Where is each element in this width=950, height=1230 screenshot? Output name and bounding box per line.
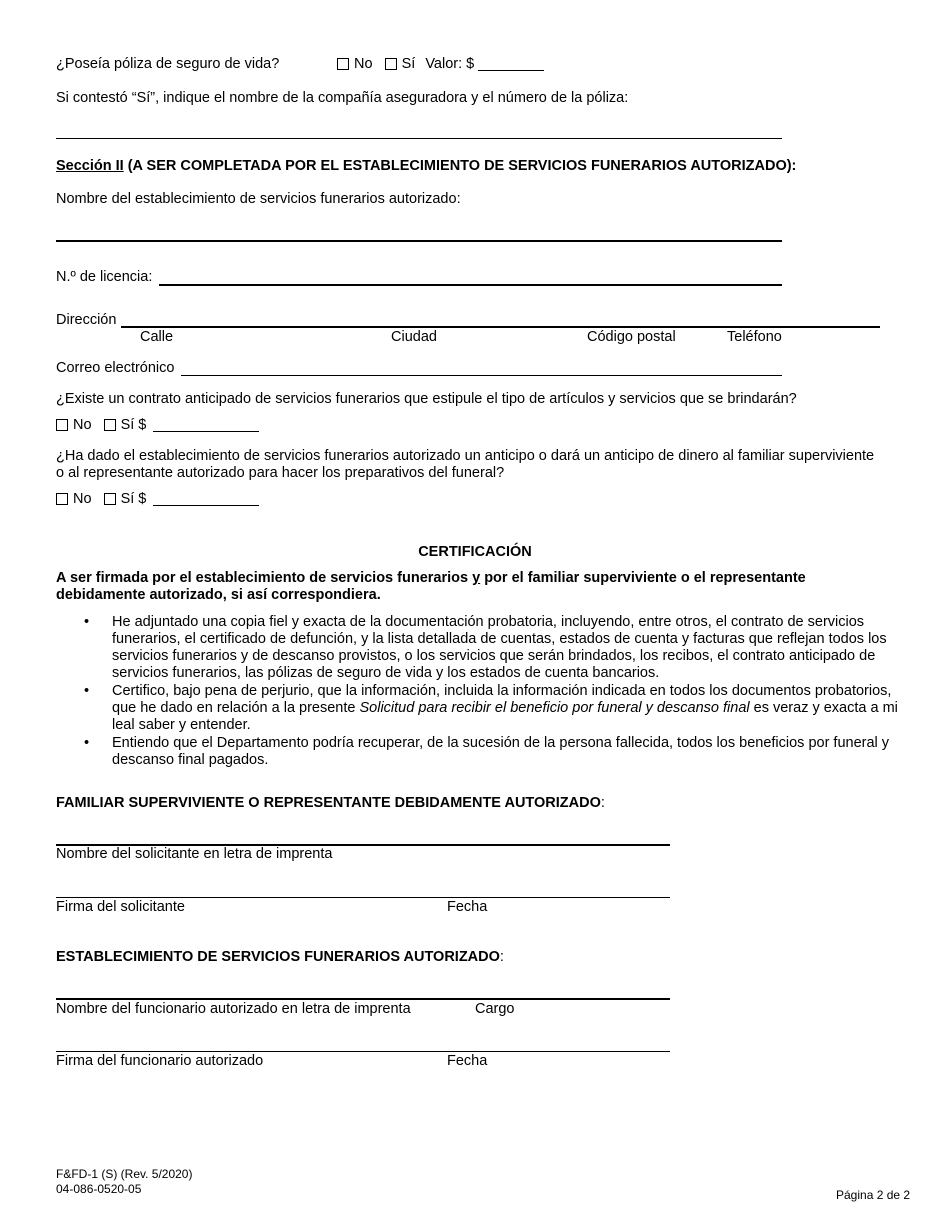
certification-bullet-2-text-a: Certifico, bajo pena de perjurio, que la información, incluida la información indicada en todos los documentos probatorios, que he dado en relación a la presente [112, 683, 892, 716]
applicant-signature-field[interactable] [56, 897, 670, 898]
license-label: N.º de licencia: [56, 269, 153, 285]
advance-options [56, 491, 259, 508]
official-signature-field[interactable] [56, 1051, 670, 1052]
preneed-no-checkbox[interactable] [56, 419, 68, 431]
life-insurance-value-field[interactable] [478, 56, 544, 71]
advance-no-label: No [73, 491, 92, 507]
life-insurance-yes-checkbox[interactable] [385, 58, 397, 70]
preneed-contract-options [56, 417, 259, 434]
survivor-heading [56, 795, 605, 812]
certification-intro-line2: debidamente autorizado, si así correspondiera. [56, 587, 381, 603]
life-insurance-yes-label: Sí [401, 56, 416, 72]
certification-bullet-2 [56, 683, 898, 734]
preneed-yes-checkbox[interactable] [104, 419, 116, 431]
official-printed-name-field[interactable] [56, 998, 670, 1000]
footer-form-code: 04-086-0520-05 [56, 1182, 142, 1196]
address-field[interactable] [121, 326, 880, 328]
footer-page-number: Página 2 de 2 [836, 1188, 911, 1202]
advance-no-checkbox[interactable] [56, 493, 68, 505]
section2-title-text: (A SER COMPLETADA POR EL ESTABLECIMIENTO DE SERVICIOS FUNERARIOS AUTORIZADO): [123, 158, 797, 174]
preneed-yes-label: Sí $ [120, 417, 147, 433]
preneed-amount-field[interactable] [153, 417, 259, 432]
advance-question-line1: ¿Ha dado el establecimiento de servicios funerarios autorizado un anticipo o dará un anticipo de dinero al familiar superviviente [56, 448, 875, 464]
insurance-followup-text: Si contestó “Sí”, indique el nombre de la compañía aseguradora y el número de la póliza: [56, 90, 629, 106]
funeral-home-heading-colon: : [499, 949, 504, 965]
advance-yes-label: Sí $ [120, 491, 147, 507]
section2-title [56, 158, 796, 175]
funeral-home-heading-text: ESTABLECIMIENTO DE SERVICIOS FUNERARIOS AUTORIZADO [56, 949, 500, 965]
survivor-heading-colon: : [600, 795, 605, 811]
preneed-contract-question: ¿Existe un contrato anticipado de servicios funerarios que estipule el tipo de artículos y servicios que se brindarán? [56, 391, 797, 407]
official-title-label: Cargo [475, 1001, 515, 1017]
address-label: Dirección [56, 312, 117, 328]
certification-bullet-1 [56, 614, 898, 682]
advance-yes-checkbox[interactable] [104, 493, 116, 505]
certification-bullet-2-form-title: Solicitud para recibir el beneficio por funeral y descanso final [359, 700, 750, 716]
applicant-printed-name-label: Nombre del solicitante en letra de imprenta [56, 846, 333, 862]
funeral-home-heading [56, 949, 504, 966]
certification-heading: CERTIFICACIÓN [418, 544, 532, 560]
certification-intro-part1: A ser firmada por el establecimiento de servicios funerarios [56, 570, 473, 586]
official-date-label: Fecha [447, 1053, 488, 1069]
preneed-no-label: No [73, 417, 92, 433]
license-number-field[interactable] [159, 284, 782, 286]
official-printed-name-label: Nombre del funcionario autorizado en letra de imprenta [56, 1001, 411, 1017]
life-insurance-no-checkbox[interactable] [337, 58, 349, 70]
life-insurance-options [337, 56, 544, 73]
address-zip-label: Código postal [587, 329, 676, 345]
email-field[interactable] [181, 375, 782, 376]
survivor-heading-text: FAMILIAR SUPERVIVIENTE O REPRESENTANTE DEBIDAMENTE AUTORIZADO [56, 795, 601, 811]
advance-amount-field[interactable] [153, 491, 259, 506]
certification-bullet-list [56, 614, 898, 770]
certification-intro-part2: por el familiar superviviente o el representante [480, 570, 806, 586]
life-insurance-no-label: No [354, 56, 373, 72]
advance-question-line2: o al representante autorizado para hacer los preparativos del funeral? [56, 465, 505, 481]
certification-bullet-2-text-b: es veraz y exacta a mi leal saber y entender. [112, 700, 898, 733]
funeral-home-name-label: Nombre del establecimiento de servicios funerarios autorizado: [56, 191, 461, 207]
certification-intro-underlined: y [472, 570, 481, 586]
insurance-company-policy-field[interactable] [56, 138, 782, 139]
certification-bullet-3-text: Entiendo que el Departamento podría recuperar, de la sucesión de la persona fallecida, todos los beneficios por funeral y descanso final pagados. [112, 735, 890, 768]
footer-form-id: F&FD-1 (S) (Rev. 5/2020) [56, 1167, 193, 1181]
applicant-date-label: Fecha [447, 899, 488, 915]
applicant-signature-label: Firma del solicitante [56, 899, 185, 915]
certification-intro-line1 [56, 570, 806, 587]
certification-bullet-3 [56, 735, 898, 769]
certification-bullet-1-text: He adjuntado una copia fiel y exacta de la documentación probatoria, incluyendo, entre otros, el contrato de servicios funerarios, el certificado de defunción, y la lista detallada de cuentas, estados de cuenta y facturas que reflejan todos los servicios funerarios y de descanso provistos, o los servicios que serán brindados, los recibos, el contrato anticipado de servicios funerarios, las pólizas de seguro de vida y los estados de cuenta bancarios. [112, 614, 887, 681]
section2-title-number: Sección II [56, 158, 124, 174]
address-phone-label: Teléfono [727, 329, 782, 345]
life-insurance-value-label: Valor: $ [425, 56, 475, 72]
address-city-label: Ciudad [391, 329, 437, 345]
address-street-label: Calle [140, 329, 174, 345]
life-insurance-question: ¿Poseía póliza de seguro de vida? [56, 56, 280, 72]
funeral-home-name-field[interactable] [56, 240, 782, 242]
email-label: Correo electrónico [56, 360, 175, 376]
official-signature-label: Firma del funcionario autorizado [56, 1053, 264, 1069]
